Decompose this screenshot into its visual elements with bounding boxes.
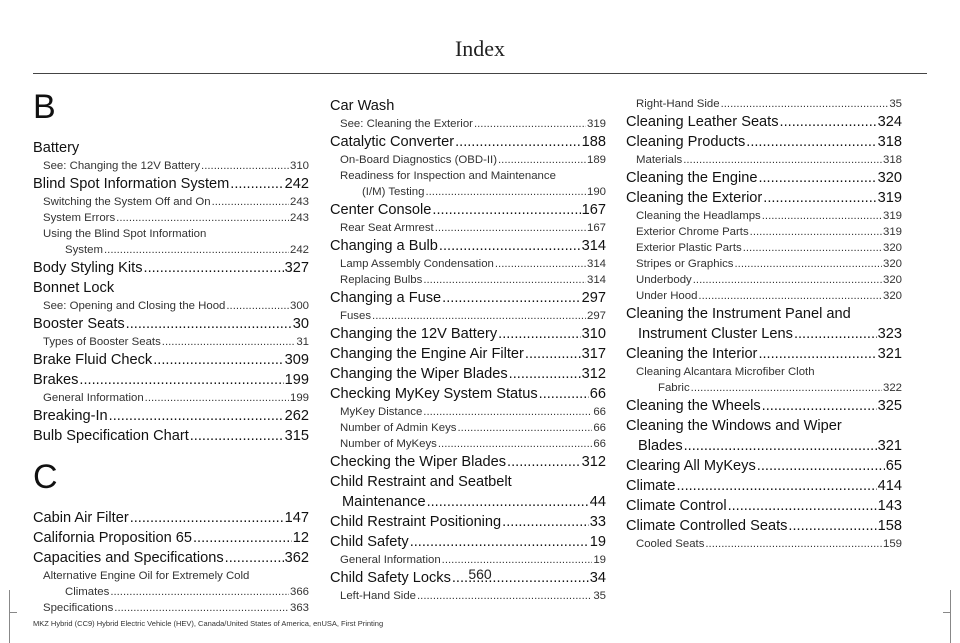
entry-text: California Proposition 65 [33,530,192,546]
dot-leader [757,456,885,476]
page-reference: 12 [292,530,309,546]
section-letter: B [33,88,56,126]
page-reference: 320 [882,258,902,270]
dot-leader [762,208,882,224]
entry-text: General Information [43,392,144,404]
entry-text: Types of Booster Seats [43,336,161,348]
dot-leader [225,548,284,568]
page-reference: 319 [882,210,902,222]
page-reference: 320 [882,242,902,254]
dot-leader [114,600,289,616]
index-entry [330,344,606,364]
entry-text: Cleaning the Exterior [626,190,763,206]
index-subentry [626,240,902,256]
index-subentry [33,158,309,174]
page-title: Index [454,36,506,61]
dot-leader [410,532,589,552]
dot-leader [230,174,283,194]
dot-leader [746,132,876,152]
entry-text: Booster Seats [33,316,125,332]
dot-leader [439,236,581,256]
index-subentry [33,210,309,226]
page-reference: 312 [581,454,606,470]
dot-leader [758,168,876,188]
dot-leader [212,194,289,210]
entry-text: Climate Controlled Seats [626,518,788,534]
index-subentry [330,588,606,604]
page-reference: 320 [882,290,902,302]
page-reference: 167 [586,222,606,234]
index-subentry [626,288,902,304]
index-subentry [626,364,902,396]
page-reference: 35 [593,590,606,602]
dot-leader [498,152,586,168]
page-reference: 35 [889,98,902,110]
page-reference: 199 [284,372,309,388]
index-subentry [330,308,606,324]
crop-mark [9,590,10,643]
index-entry [330,96,606,116]
index-entry [33,370,309,390]
page-reference: 66 [589,386,606,402]
entry-text: Switching the System Off and On [43,196,211,208]
page-reference: 147 [284,510,309,526]
entry-text: Cleaning Alcantara Microfiber Cloth [636,366,815,378]
page-reference: 321 [877,438,902,454]
index-entry [330,512,606,532]
index-entry [330,200,606,220]
page-reference: 323 [877,326,902,342]
entry-text: Cleaning the Interior [626,346,758,362]
entry-text: Specifications [43,602,114,614]
index-subentry [33,298,309,314]
index-entry [330,364,606,384]
dot-leader [193,528,292,548]
index-entry [33,314,309,334]
entry-text: Right-Hand Side [636,98,720,110]
dot-leader [498,324,581,344]
dot-leader [735,256,882,272]
page-reference: 319 [586,118,606,130]
entry-text: Cleaning the Wheels [626,398,761,414]
page-reference: 30 [292,316,309,332]
entry-text: Materials [636,154,683,166]
page-reference: 189 [586,154,606,166]
dot-leader [728,496,877,516]
index-entry [33,138,309,158]
entry-continuation: Blades [638,438,683,454]
index-entry [626,416,902,456]
dot-leader [455,132,581,152]
entry-text: See: Opening and Closing the Hood [43,300,226,312]
dot-leader [794,324,877,344]
entry-text: Checking MyKey System Status [330,386,538,402]
page-reference: 242 [289,244,309,256]
entry-text: Child Restraint and Seatbelt [330,474,512,490]
entry-text: On-Board Diagnostics (OBD-II) [340,154,497,166]
entry-text: Number of Admin Keys [340,422,457,434]
dot-leader [190,426,284,446]
index-entry [33,278,309,298]
page-reference: 262 [284,408,309,424]
entry-text: Cleaning Products [626,134,746,150]
page-reference: 199 [289,392,309,404]
index-subentry [330,404,606,420]
index-entry [33,406,309,426]
index-subentry [33,600,309,616]
index-subentry [33,334,309,350]
dot-leader [126,314,292,334]
index-subentry [330,256,606,272]
page-reference: 167 [581,202,606,218]
page-reference: 243 [289,212,309,224]
entry-text: Changing the Engine Air Filter [330,346,524,362]
dot-leader [763,188,876,208]
entry-text: Exterior Plastic Parts [636,242,742,254]
entry-text: Under Hood [636,290,698,302]
index-entry [33,508,309,528]
entry-text: Child Restraint Positioning [330,514,502,530]
page-reference: 319 [882,226,902,238]
page-reference: 322 [882,382,902,394]
dot-leader [201,158,289,174]
index-entry [33,548,309,568]
crop-mark [943,612,951,613]
entry-text: Bulb Specification Chart [33,428,189,444]
index-entry [626,344,902,364]
index-entry [330,236,606,256]
index-entry [33,174,309,194]
entry-continuation: Fabric [658,382,690,394]
entry-text: Center Console [330,202,432,218]
entry-text: Bonnet Lock [33,280,115,296]
dot-leader [474,116,586,132]
index-entry [33,528,309,548]
page-reference: 314 [581,238,606,254]
page-reference: 363 [289,602,309,614]
entry-text: Cleaning the Headlamps [636,210,761,222]
index-entry [626,396,902,416]
page-reference: 19 [593,554,606,566]
page-reference: 320 [877,170,902,186]
page-reference: 31 [296,336,309,348]
entry-text: Changing a Fuse [330,290,442,306]
entry-text: Child Safety [330,534,409,550]
dot-leader [458,420,593,436]
page-reference: 318 [882,154,902,166]
entry-text: General Information [340,554,441,566]
index-subentry [330,116,606,132]
entry-text: Capacities and Specifications [33,550,224,566]
section-letter: C [33,458,58,496]
dot-leader [79,370,283,390]
dot-leader [109,406,284,426]
dot-leader [721,96,889,112]
dot-leader [693,272,882,288]
index-subentry [626,272,902,288]
dot-leader [435,220,586,236]
entry-text: Cleaning the Windows and Wiper [626,418,842,434]
entry-text: Replacing Bulbs [340,274,423,286]
dot-leader [425,184,586,200]
entry-text: See: Changing the 12V Battery [43,160,201,172]
index-entry [330,384,606,404]
index-entry [33,350,309,370]
page-reference: 315 [284,428,309,444]
entry-continuation: Maintenance [342,494,426,510]
dot-leader [780,112,877,132]
page-reference: 414 [877,478,902,494]
page-reference: 242 [284,176,309,192]
entry-text: Checking the Wiper Blades [330,454,507,470]
dot-leader [145,390,289,406]
index-entry [330,288,606,308]
dot-leader [423,404,592,420]
index-subentry [33,194,309,210]
entry-text: Climate [626,478,676,494]
dot-leader [705,536,882,552]
page-reference: 318 [877,134,902,150]
page-reference: 158 [877,518,902,534]
page-reference: 325 [877,398,902,414]
dot-leader [788,516,876,536]
dot-leader [698,288,882,304]
page-reference: 44 [589,494,606,510]
entry-continuation: System [65,244,103,256]
page-reference: 300 [289,300,309,312]
dot-leader [495,256,586,272]
entry-text: Brake Fluid Check [33,352,153,368]
dot-leader [423,272,586,288]
dot-leader [116,210,289,226]
index-subentry [33,390,309,406]
entry-text: Brakes [33,372,79,388]
index-column-2 [330,96,606,604]
dot-leader [683,152,882,168]
dot-leader [432,200,580,220]
dot-leader [525,344,581,364]
entry-text: Climate Control [626,498,727,514]
index-subentry [330,168,606,200]
page-reference: 310 [289,160,309,172]
crop-mark [9,612,17,613]
entry-text: Car Wash [330,98,395,114]
entry-text: Cleaning Leather Seats [626,114,779,130]
index-subentry [626,96,902,112]
entry-text: Blind Spot Information System [33,176,230,192]
dot-leader [130,508,284,528]
dot-leader [110,584,289,600]
index-column-1 [33,88,309,616]
index-subentry [626,152,902,168]
dot-leader [507,452,581,472]
dot-leader [226,298,289,314]
dot-leader [539,384,589,404]
dot-leader [104,242,289,258]
index-subentry [330,152,606,168]
entry-text: Cabin Air Filter [33,510,129,526]
page-reference: 309 [284,352,309,368]
dot-leader [427,492,589,512]
index-entry [33,426,309,446]
entry-text: Clearing All MyKeys [626,458,756,474]
entry-text: Changing the 12V Battery [330,326,498,342]
page-reference: 319 [877,190,902,206]
entry-text: Fuses [340,310,372,322]
index-entry [626,188,902,208]
page-reference: 297 [581,290,606,306]
index-entry [626,168,902,188]
entry-text: System Errors [43,212,116,224]
entry-text: Catalytic Converter [330,134,455,150]
dot-leader [758,344,876,364]
entry-text: Using the Blind Spot Information [43,228,207,240]
index-subentry [626,208,902,224]
index-subentry [330,220,606,236]
index-subentry [626,256,902,272]
dot-leader [162,334,296,350]
entry-text: Readiness for Inspection and Maintenance [340,170,556,182]
page-reference: 324 [877,114,902,130]
page-reference: 312 [581,366,606,382]
entry-continuation: (I/M) Testing [362,186,425,198]
entry-text: Child Safety Locks [330,570,451,586]
page-reference: 317 [581,346,606,362]
index-subentry [330,420,606,436]
page-reference: 34 [589,570,606,586]
index-entry [330,532,606,552]
page-reference: 362 [284,550,309,566]
entry-text: See: Cleaning the Exterior [340,118,473,130]
entry-continuation: Climates [65,586,110,598]
index-entry [626,304,902,344]
page-reference: 314 [586,258,606,270]
entry-text: Lamp Assembly Condensation [340,258,494,270]
index-entry [626,476,902,496]
entry-text: Rear Seat Armrest [340,222,434,234]
entry-text: Stripes or Graphics [636,258,734,270]
index-entry [330,132,606,152]
page-reference: 188 [581,134,606,150]
page-number: 560 [468,566,492,582]
index-entry [330,472,606,512]
entry-text: Cleaning the Instrument Panel and [626,306,851,322]
entry-text: Exterior Chrome Parts [636,226,749,238]
page-reference: 297 [586,310,606,322]
index-subentry [330,436,606,452]
index-entry [330,452,606,472]
index-entry [330,324,606,344]
page-reference: 159 [882,538,902,550]
page-reference: 66 [593,438,606,450]
index-entry [626,132,902,152]
entry-text: Underbody [636,274,692,286]
dot-leader [438,436,592,452]
crop-mark [950,590,951,643]
dot-leader [509,364,581,384]
entry-text: Left-Hand Side [340,590,416,602]
dot-leader [762,396,877,416]
index-entry [626,456,902,476]
dot-leader [684,436,877,456]
dot-leader [691,380,882,396]
page-reference: 66 [593,422,606,434]
entry-text: MyKey Distance [340,406,423,418]
entry-text: Body Styling Kits [33,260,143,276]
index-entry [626,496,902,516]
dot-leader [502,512,589,532]
entry-text: Cooled Seats [636,538,705,550]
dot-leader [372,308,586,324]
page-reference: 243 [289,196,309,208]
index-entry [626,516,902,536]
footer-text: MKZ Hybrid (CC9) Hybrid Electric Vehicle (HEV), Canada/United States of America, enUSA, First Printing [33,619,384,628]
dot-leader [743,240,882,256]
dot-leader [442,288,580,308]
entry-text: Battery [33,140,80,156]
dot-leader [750,224,882,240]
page-reference: 19 [589,534,606,550]
index-subentry [33,226,309,258]
page-reference: 65 [885,458,902,474]
entry-text: Number of MyKeys [340,438,437,450]
entry-text: Changing a Bulb [330,238,438,254]
entry-text: Alternative Engine Oil for Extremely Cold [43,570,250,582]
index-subentry [330,272,606,288]
page-reference: 327 [284,260,309,276]
entry-text: Breaking-In [33,408,108,424]
title-divider [33,73,927,74]
index-subentry [626,224,902,240]
page-reference: 190 [586,186,606,198]
page-reference: 314 [586,274,606,286]
entry-text: Changing the Wiper Blades [330,366,508,382]
page-reference: 310 [581,326,606,342]
page-reference: 320 [882,274,902,286]
entry-text: Cleaning the Engine [626,170,758,186]
index-subentry [626,536,902,552]
dot-leader [153,350,283,370]
page-reference: 66 [593,406,606,418]
page-reference: 366 [289,586,309,598]
page-reference: 321 [877,346,902,362]
dot-leader [417,588,592,604]
index-column-3 [626,96,902,552]
index-entry [33,258,309,278]
dot-leader [144,258,284,278]
dot-leader [676,476,876,496]
index-entry [626,112,902,132]
page-reference: 33 [589,514,606,530]
entry-continuation: Instrument Cluster Lens [638,326,793,342]
page-reference: 143 [877,498,902,514]
